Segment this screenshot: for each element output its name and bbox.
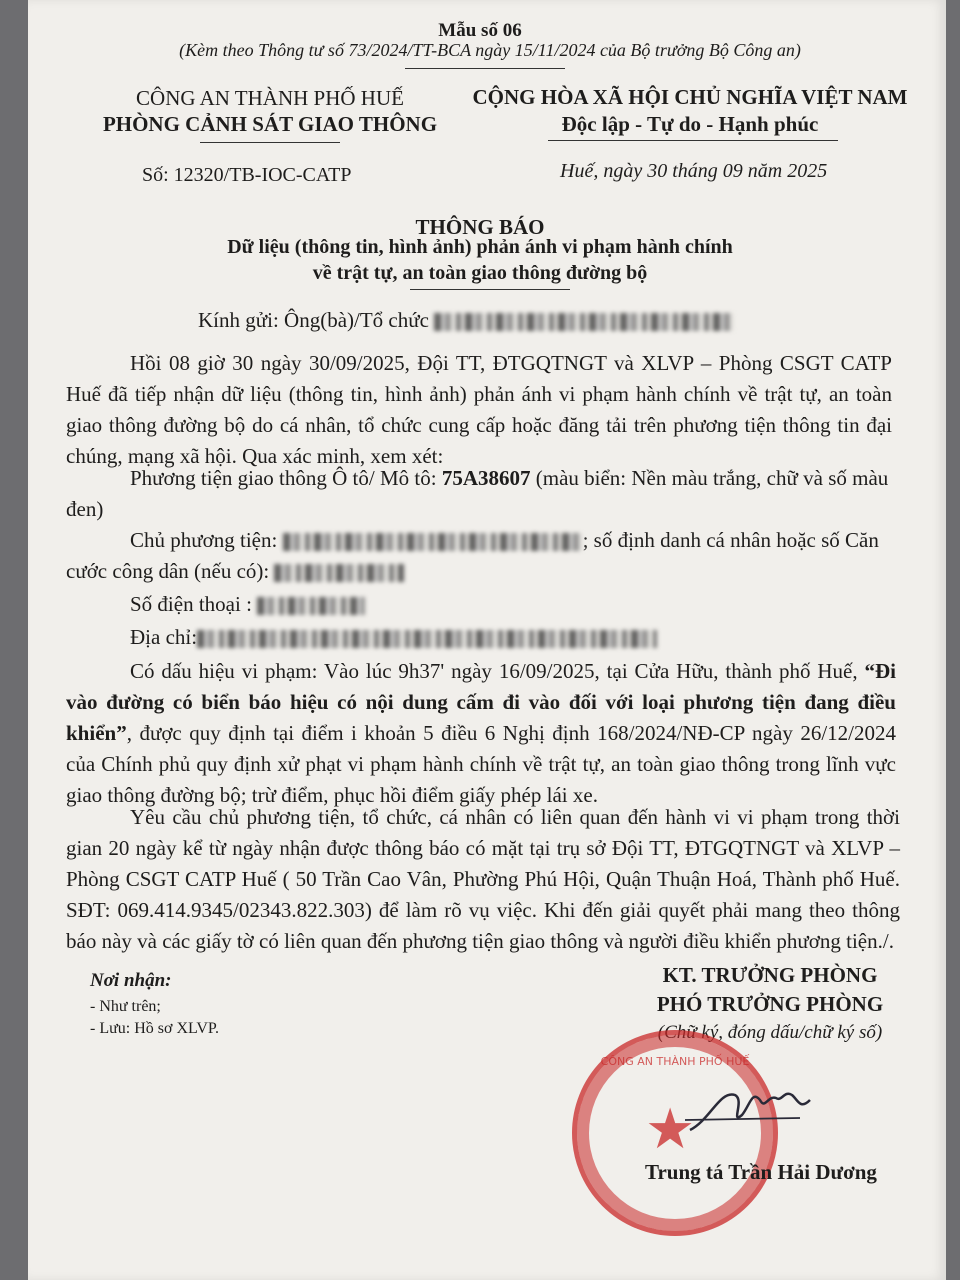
violation-description: “Đi vào đường có biển báo hiệu có nội dung cấm đi vào đối với loại phương tiện đang điều khiển” xyxy=(66,659,897,745)
divider xyxy=(410,289,570,290)
star-icon: ★ xyxy=(645,1097,696,1162)
addressee-label: Kính gửi: Ông(bà)/Tổ chức xyxy=(198,308,429,332)
form-number: Mẫu số 06 xyxy=(438,20,522,41)
license-plate: 75A38607 xyxy=(441,466,531,490)
recipient-item: - Như trên; xyxy=(90,998,161,1015)
owner-id-label: ; số định danh cá nhân hoặc số Căn cước công dân (nếu có): xyxy=(66,528,879,583)
phone-label: Số điện thoại : xyxy=(130,592,258,616)
nation-name: CỘNG HÒA XÃ HỘI CHỦ NGHĨA VIỆT NAM xyxy=(472,85,908,109)
vehicle-info xyxy=(66,463,892,525)
document-title: THÔNG BÁO xyxy=(415,215,545,239)
stamp-text: CÔNG AN THÀNH PHỐ HUẾ xyxy=(600,1055,750,1068)
department-name: PHÒNG CẢNH SÁT GIAO THÔNG xyxy=(102,112,438,136)
divider xyxy=(548,140,838,141)
national-motto: Độc lập - Tự do - Hạnh phúc xyxy=(561,112,819,136)
vehicle-label: Phương tiện giao thông Ô tô/ Mô tô: xyxy=(130,466,442,490)
handwritten-signature xyxy=(680,1070,820,1150)
divider xyxy=(405,68,565,69)
redacted-phone xyxy=(257,597,365,615)
place-date: Huế, ngày 30 tháng 09 năm 2025 xyxy=(560,160,828,182)
recipients-label: Nơi nhận: xyxy=(90,970,172,991)
violation-legal-basis: , được quy định tại điểm i khoản 5 điều 6 Nghị định 168/2024/NĐ-CP ngày 26/12/2024 của Chính phủ quy định xử phạt vi phạm hành chính về trật tự, an toàn giao thông trong lĩnh vực giao thông đường bộ; trừ điểm, phục hồi điểm giấy phép lái xe. xyxy=(66,721,896,807)
phone-info xyxy=(130,592,365,617)
owner-label: Chủ phương tiện: xyxy=(130,528,283,552)
document-number: Số: 12320/TB-IOC-CATP xyxy=(142,164,352,186)
intro-paragraph: Hồi 08 giờ 30 ngày 30/09/2025, Đội TT, ĐTGQTNGT và XLVP – Phòng CSGT CATP Huế đã tiếp nhận dữ liệu (thông tin, hình ảnh) phản ánh vi phạm hành chính về trật tự, an toàn giao thông đường bộ do cá nhân, tổ chức cung cấp hoặc đăng tải trên phương tiện thông tin đại chúng, mạng xã hội. Qua xác minh, xem xét: xyxy=(66,351,892,468)
redacted-address xyxy=(197,630,657,648)
violation-paragraph xyxy=(66,656,896,811)
subtitle-line1: Dữ liệu (thông tin, hình ảnh) phản ánh vi phạm hành chính xyxy=(227,236,733,258)
violation-intro: Có dấu hiệu vi phạm: Vào lúc 9h37' ngày 16/09/2025, tại Cửa Hữu, thành phố Huế, xyxy=(130,659,858,683)
subtitle-line2: về trật tự, an toàn giao thông đường bộ xyxy=(312,262,648,284)
legal-reference: (Kèm theo Thông tư số 73/2024/TT-BCA ngày 15/11/2024 của Bộ trưởng Bộ Công an) xyxy=(179,40,801,60)
redacted-name xyxy=(434,313,734,331)
signature-note: (Chữ ký, đóng dấu/chữ ký số) xyxy=(657,1022,883,1043)
signature-title-1: KT. TRƯỞNG PHÒNG xyxy=(662,963,878,987)
redacted-owner xyxy=(283,533,583,551)
signature-title-2: PHÓ TRƯỞNG PHÒNG xyxy=(656,992,884,1016)
agency-name: CÔNG AN THÀNH PHỐ HUẾ xyxy=(136,86,404,110)
plate-color: (màu biển: Nền màu trắng, chữ và số màu đen) xyxy=(66,466,889,521)
recipient-item: - Lưu: Hồ sơ XLVP. xyxy=(90,1020,219,1037)
address-label: Địa chỉ: xyxy=(130,625,198,649)
signer-name: Trung tá Trần Hải Dương xyxy=(645,1160,877,1184)
redacted-id xyxy=(274,564,404,582)
divider xyxy=(200,142,340,143)
request-paragraph: Yêu cầu chủ phương tiện, tổ chức, cá nhân có liên quan đến hành vi vi phạm trong thời gian 20 ngày kể từ ngày nhận được thông báo có mặt tại trụ sở Đội TT, ĐTGQTNGT và XLVP – Phòng CSGT CATP Huế ( 50 Trần Cao Vân, Phường Phú Hội, Quận Thuận Hoá, Thành phố Huế. SĐT: 069.414.9345/02343.822.303) để làm rõ vụ việc. Khi đến giải quyết phải mang theo thông báo này và các giấy tờ có liên quan đến phương tiện giao thông và người điều khiển phương tiện./. xyxy=(66,805,900,953)
owner-info xyxy=(66,525,892,587)
address-info xyxy=(130,625,657,650)
addressee xyxy=(198,308,734,333)
